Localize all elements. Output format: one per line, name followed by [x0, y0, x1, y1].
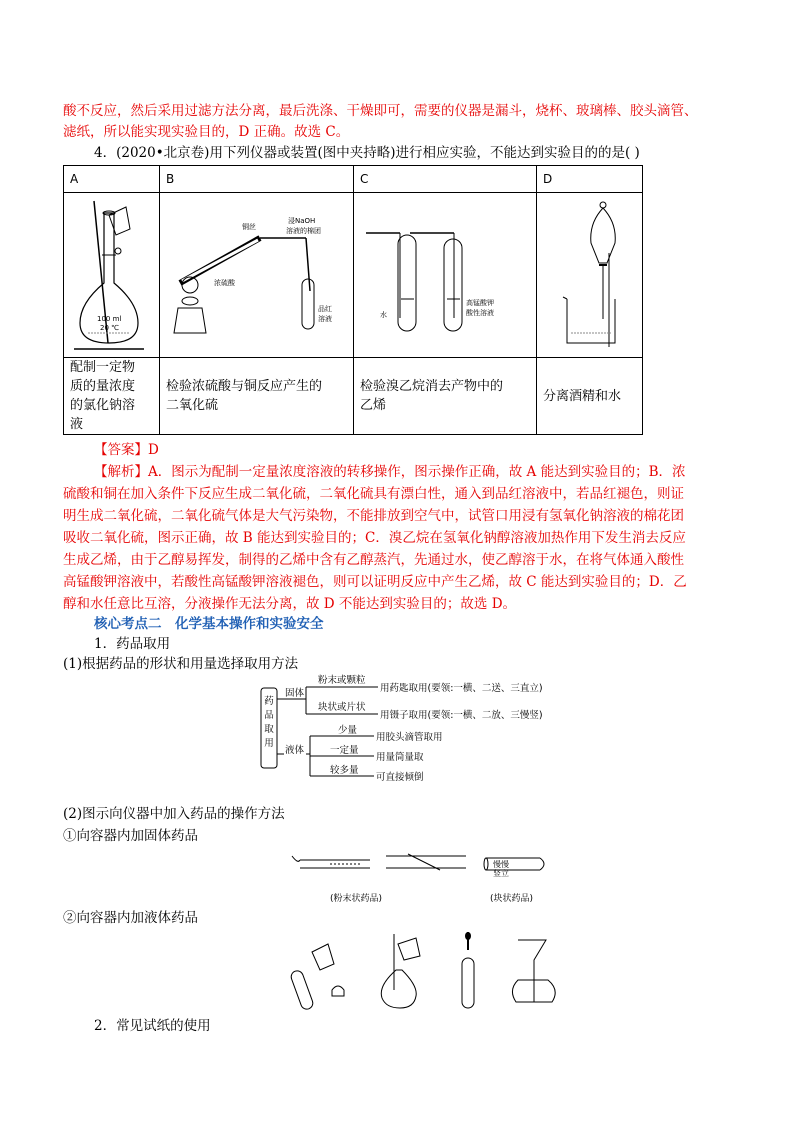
option-c-caption: 检验溴乙烷消去产物中的 乙烯 — [354, 358, 537, 435]
separatory-funnel-figure — [537, 193, 636, 353]
certain-label: 一定量 — [330, 745, 359, 756]
svg-text:品红: 品红 — [318, 305, 332, 313]
analysis-line-5: 生成乙烯，由于乙醇易挥发，制得的乙烯中含有乙醇蒸汽，先通过水，使乙醇溶于水，在将气体通入酸性 — [63, 552, 684, 568]
large-label: 较多量 — [330, 765, 359, 776]
copper-acid-apparatus-figure — [160, 193, 347, 353]
svg-text:100 ml: 100 ml — [97, 315, 122, 323]
block-label: 块状或片状 — [318, 702, 366, 713]
analysis-line-1: 【解析】A．图示为配制一定量浓度溶液的转移操作，图示操作正确，故 A 能达到实验目的；B．浓 — [94, 464, 686, 480]
root-char-3: 取 — [264, 724, 274, 735]
small-label: 少量 — [338, 725, 358, 736]
block-method: 用镊子取用(要领:一横、二放、三慢竖) — [380, 710, 543, 721]
analysis-line-6: 高锰酸钾溶液中，若酸性高锰酸钾溶液褪色，则可以证明反应中产生乙烯，故 C 能达到实验目的；D．乙 — [63, 574, 687, 590]
large-method: 可直接倾倒 — [376, 772, 424, 783]
option-a-label: A — [64, 166, 160, 193]
option-c-label: C — [354, 166, 537, 193]
explanation-line-2: 滤纸，所以能实现实验目的，D 正确。故选 C。 — [63, 124, 350, 140]
svg-text:溶液: 溶液 — [318, 315, 332, 323]
liquid-title: ②向容器内加液体药品 — [63, 910, 198, 926]
analysis-line-7: 醇和水任意比互溶，分液操作无法分离，故 D 不能达到实验目的；故选 D。 — [63, 596, 517, 612]
explanation-line-1: 酸不反应，然后采用过滤方法分离，最后洗涤、干燥即可，需要的仪器是漏斗，烧杯、玻璃棒、胶头滴管、 — [63, 103, 698, 119]
analysis-line-3: 明生成二氧化硫，二氧化硫气体是大气污染物，不能排放到空气中，试管口用浸有氢氧化钠溶液的棉花团 — [63, 508, 684, 524]
subsection-1b: (2)图示向仪器中加入药品的操作方法 — [63, 806, 285, 822]
svg-text:水: 水 — [380, 311, 387, 319]
solid-label: 固体 — [285, 688, 305, 699]
small-method: 用胶头滴管取用 — [376, 732, 443, 743]
analysis-tag: 【解析】 — [94, 464, 148, 480]
option-b-figure — [160, 193, 354, 358]
answer-tag: 【答案】 — [94, 442, 148, 458]
option-c-figure — [354, 193, 537, 358]
analysis-line-4: 吸收二氧化硫，图示正确，故 B 能达到实验目的；C．溴乙烷在氢氧化钠醇溶液加热作用下发生消去反应 — [63, 530, 686, 546]
bromoethane-apparatus-figure — [354, 193, 530, 353]
section-title: 核心考点二 化学基本操作和实验安全 — [94, 616, 324, 632]
certain-method: 用量筒量取 — [376, 752, 424, 763]
option-b-caption: 检验浓硫酸与铜反应产生的 二氧化硫 — [160, 358, 354, 435]
tube-text-1: 慢慢 — [493, 860, 509, 869]
option-b-label: B — [160, 166, 354, 193]
option-d-label: D — [537, 166, 643, 193]
svg-text:酸性溶液: 酸性溶液 — [466, 309, 494, 317]
answer-value: D — [148, 442, 159, 458]
option-d-figure — [537, 193, 643, 358]
liquid-addition-figure — [272, 930, 572, 1012]
powder-method: 用药匙取用(要领:一横、二送、三直立) — [380, 683, 543, 694]
svg-text:浓硫酸: 浓硫酸 — [214, 279, 235, 287]
svg-text:浸NaOH: 浸NaOH — [288, 217, 316, 225]
liquid-label: 液体 — [285, 745, 305, 756]
answer — [94, 440, 159, 460]
reagent-taking-flowchart — [258, 674, 543, 786]
subsection-2: 2．常见试纸的使用 — [94, 1018, 211, 1034]
subsection-1: 1．药品取用 — [94, 636, 171, 652]
powder-label: 粉末或颗粒 — [318, 675, 366, 686]
option-a-figure — [64, 193, 160, 358]
option-d-caption: 分离酒精和水 — [537, 358, 643, 435]
powder-caption: (粉末状药品) — [330, 894, 383, 904]
volumetric-flask-figure — [64, 193, 153, 353]
option-a-caption: 配制一定物 质的量浓度 的氯化钠溶 液 — [64, 358, 160, 435]
tube-text-2: 竖立 — [493, 869, 509, 878]
svg-text:铜丝: 铜丝 — [242, 223, 256, 231]
question-stem: 4．(2020•北京卷)用下列仪器或装置(图中夹持略)进行相应实验，不能达到实验目的的是( ) — [94, 145, 640, 161]
svg-text:高锰酸钾: 高锰酸钾 — [466, 299, 494, 307]
root-char-2: 品 — [264, 710, 274, 721]
root-char-4: 用 — [264, 738, 274, 749]
svg-text:溶液的棉团: 溶液的棉团 — [286, 227, 321, 235]
analysis-line-2: 硫酸和铜在加入条件下反应生成二氧化硫，二氧化硫具有漂白性，通入到品红溶液中，若品红褪色，则证 — [63, 486, 684, 502]
block-caption: (块状药品) — [490, 894, 534, 904]
root-char-1: 药 — [264, 696, 274, 707]
subsection-1a: (1)根据药品的形状和用量选择取用方法 — [63, 656, 299, 672]
options-table — [63, 165, 643, 435]
solid-addition-figure — [290, 846, 560, 906]
svg-text:20 ℃: 20 ℃ — [100, 324, 119, 332]
solid-title: ①向容器内加固体药品 — [63, 828, 198, 844]
